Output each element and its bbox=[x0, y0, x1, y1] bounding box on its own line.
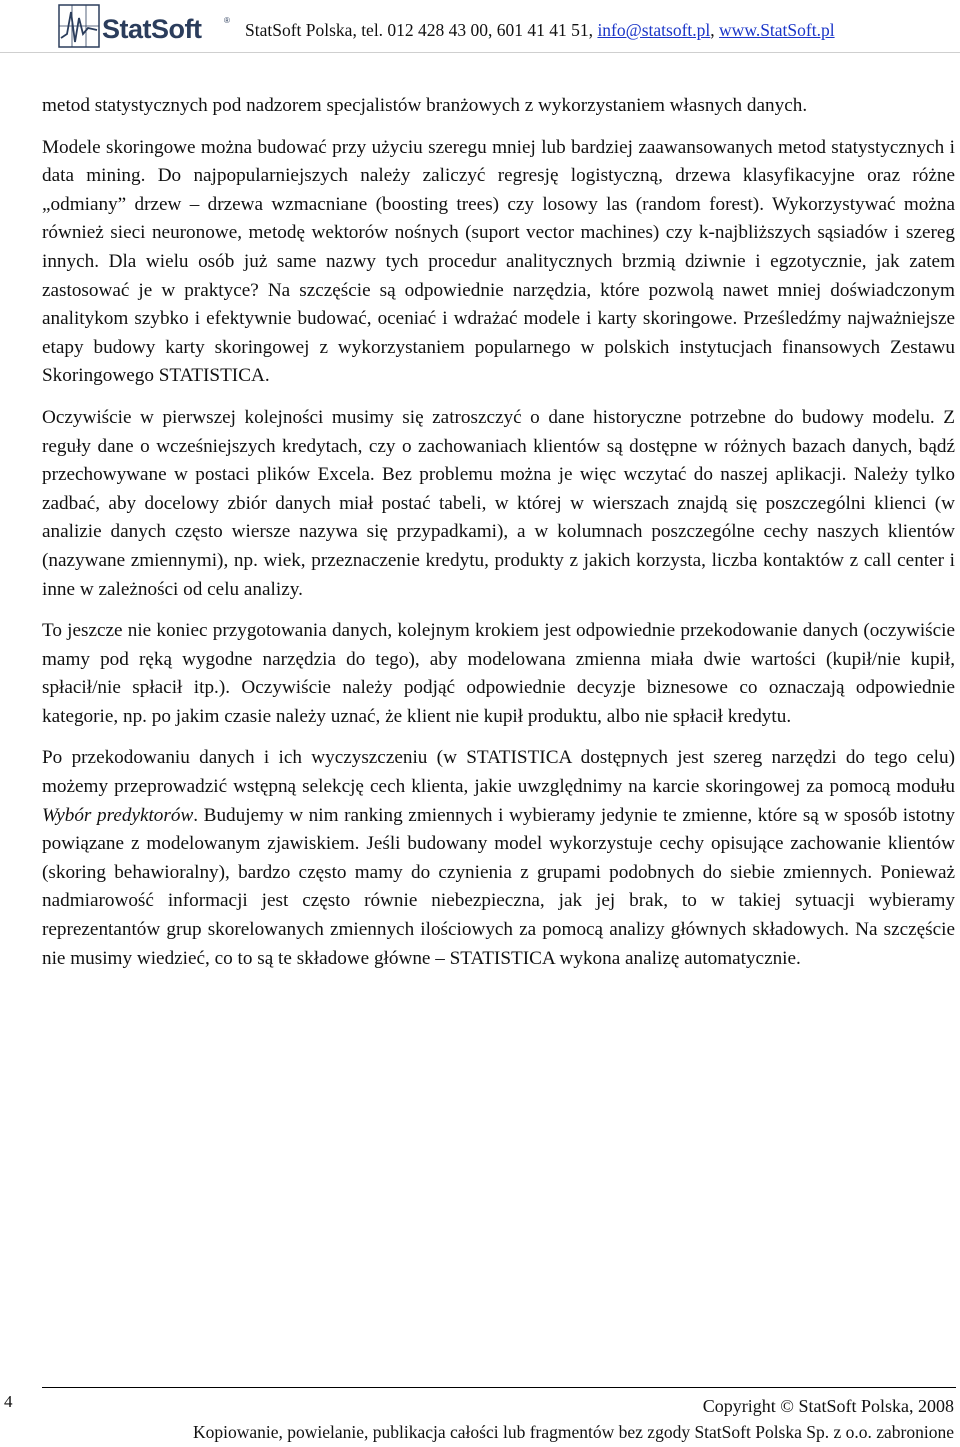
module-name: Wybór predyktorów bbox=[42, 804, 194, 826]
contact-separator: , bbox=[710, 20, 720, 40]
contact-text: StatSoft Polska, tel. 012 428 43 00, 601 41 41 51, bbox=[245, 20, 598, 40]
paragraph-text: . Budujemy w nim ranking zmiennych i wybieramy jedynie te zmienne, które są w sposób istotny powiązane z modelowanym zjawiskiem. Jeśli budowany model wykorzystuje cechy opisujące zachowanie klientów (skoring behawioralny), bardzo często mamy do czynienia z grupami podobnych do siebie zmiennych. Ponieważ nadmiarowość informacji jest często równie niebezpieczna, jak jej brak, to w takiej sytuacji wybieramy reprezentantów grup skorelowanych zmiennych ilościowych za pomocą analizy głównych składowych. Na szczęście nie musimy wiedzieć, co to są te składowe główne – STATISTICA wykona analizę automatycznie. bbox=[42, 804, 955, 969]
copyright-notice: Copyright © StatSoft Polska, 2008 bbox=[702, 1396, 954, 1416]
logo-registered-mark: ® bbox=[224, 16, 230, 25]
paragraph-text: Po przekodowaniu danych i ich wyczyszczeniu (w STATISTICA dostępnych jest szereg narzędzi do tego celu) możemy przeprowadzić wstępną selekcję cech klienta, jakie uwzględnimy na karcie skoringowej za pomocą modułu bbox=[42, 747, 955, 798]
article-body bbox=[42, 92, 955, 986]
header-contact bbox=[245, 20, 835, 41]
page-header bbox=[0, 0, 960, 53]
paragraph bbox=[42, 744, 955, 973]
paragraph: Modele skoringowe można budować przy użyciu szeregu mniej lub bardziej zaawansowanych metod statystycznych i data mining. Do najpopularniejszych należy zaliczyć regresję logistyczną, drzewa klasyfikacyjne oraz różne „odmiany” drzew – drzewa wzmacniane (boosting trees) czy losowy las (random forest). Wykorzystywać można również sieci neuronowe, metodę wektorów nośnych (suport vector machines) czy k-najbliższych sąsiadów i szereg innych. Dla wielu osób już same nazwy tych procedur analitycznych brzmią dziwnie i egzotycznie, jak zatem zastosować je w praktyce? Na szczęście są odpowiednie narzędzia, które pozwolą nawet mniej doświadczonym analitykom szybko i efektywnie budować, oceniać i wdrażać modele i karty skoringowe. Prześledźmy najważniejsze etapy budowy karty skoringowej z wykorzystaniem popularnego w polskich instytucjach finansowych Zestawu Skoringowego STATISTICA. bbox=[42, 136, 955, 387]
statsoft-logo bbox=[58, 4, 232, 48]
logo-text: StatSoft bbox=[102, 14, 202, 44]
paragraph: Oczywiście w pierwszej kolejności musimy się zatroszczyć o dane historyczne potrzebne do budowy modelu. Z reguły dane o wcześniejszych kredytach, czy o zachowaniach klientów są dostępne w różnych bazach danych, bądź przechowywane w postaci plików Excela. Bez problemu można je więc wczytać do naszej aplikacji. Należy tylko zadbać, aby docelowy zbiór danych miał postać tabeli, w której w wierszach znajdą się poszczególni klienci (w analizie danych często wiersze nazywa się przypadkami), a w kolumnach poszczególne cechy naszych klientów (nazywane zmiennymi), np. wiek, przeznaczenie kredytu, produkty z jakich korzysta, liczba kontaktów z call center i inne w zależności od celu analizy. bbox=[42, 406, 955, 600]
page-number: 4 bbox=[4, 1392, 13, 1411]
paragraph: To jeszcze nie koniec przygotowania danych, kolejnym krokiem jest odpowiednie przekodowanie danych (oczywiście mamy pod ręką wygodne narzędzia do tego), aby modelowana zmienna miała dwie wartości (kupił/nie kupił, spłacił/nie spłacił itp.). Oczywiście należy podjąć odpowiednie decyzje biznesowe co oznaczają odpowiednie kategorie, np. po jakim czasie należy uznać, że klient nie kupił produktu, albo nie spłacił kredytu. bbox=[42, 620, 955, 727]
paragraph: metod statystycznych pod nadzorem specjalistów branżowych z wykorzystaniem własnych danych. bbox=[42, 95, 808, 116]
logo-waveform-icon bbox=[58, 4, 100, 48]
email-link[interactable]: info@statsoft.pl bbox=[597, 20, 711, 40]
copy-disclaimer: Kopiowanie, powielanie, publikacja całości lub fragmentów bez zgody StatSoft Polska Sp. z o.o. zabronione bbox=[192, 1422, 954, 1442]
website-link[interactable]: www.StatSoft.pl bbox=[719, 20, 835, 40]
footer-divider bbox=[42, 1387, 956, 1388]
